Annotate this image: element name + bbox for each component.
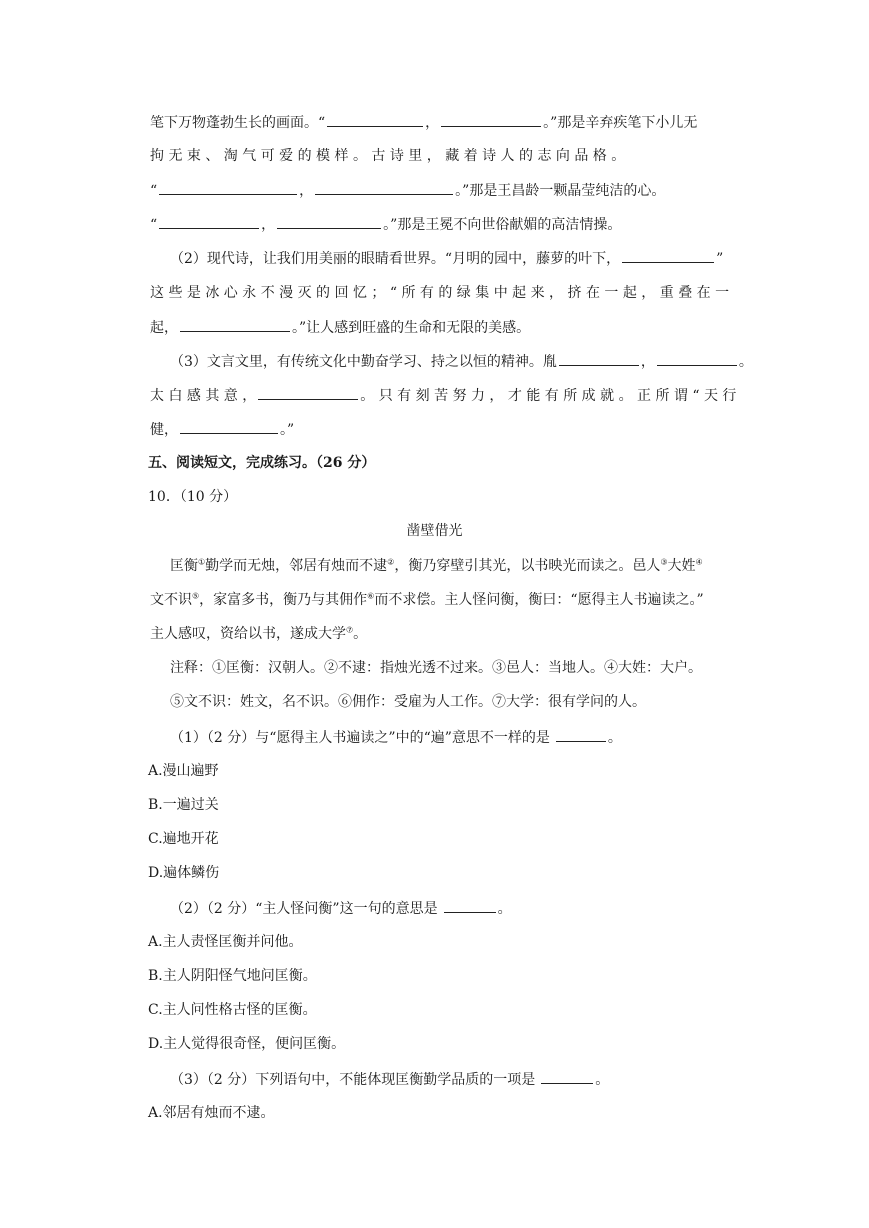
text: 。 <box>353 626 368 642</box>
option-a[interactable]: A.主人责怪匡衡并问他。 <box>148 934 303 950</box>
option-a[interactable]: A.邻居有烛而不逮。 <box>148 1105 275 1121</box>
option-c[interactable]: C.主人问性格古怪的匡衡。 <box>148 1002 317 1018</box>
text: （2）（2 分）“主人怪问衡”这一句的意思是 <box>170 901 438 917</box>
notes-line-2: ⑤文不识：姓文，名不识。⑥佣作：受雇为人工作。⑦大学：很有学问的人。 <box>170 694 646 710</box>
text: “ <box>150 183 158 199</box>
text: 。”那是辛弃疾笔下小儿无 <box>543 115 698 131</box>
text: 。 <box>738 354 753 370</box>
notes-line-1: 注释：①匡衡：汉朝人。②不逮：指烛光透不过来。③邑人：当地人。④大姓：大户。 <box>170 660 702 676</box>
text: ，家富多书，衡乃与其佣作 <box>199 592 368 608</box>
text: ，衡乃穿壁引其光，以书映光而读之。邑人 <box>394 558 661 574</box>
text: ” <box>716 251 724 267</box>
answer-blank[interactable] <box>559 351 639 366</box>
text: 勤学而无烛，邻居有烛而不逮 <box>205 558 388 574</box>
text: ， <box>425 115 440 131</box>
sub-question-2 <box>170 898 512 919</box>
footnote-marker: ② <box>387 557 395 567</box>
text: 健， <box>150 422 178 438</box>
answer-blank[interactable] <box>159 214 259 229</box>
text: “ <box>150 217 158 233</box>
answer-blank[interactable] <box>556 727 606 742</box>
q2-line-2 <box>150 283 729 303</box>
text: 。”那是王冕不向世俗献媚的高洁情操。 <box>383 217 622 233</box>
answer-blank[interactable] <box>180 317 290 332</box>
answer-blank[interactable] <box>441 112 541 127</box>
text: 起， <box>150 320 178 336</box>
text: 太 白 感 其 意 ， <box>150 388 257 404</box>
poem-line-3 <box>150 180 665 201</box>
option-b[interactable]: B.一遍过关 <box>148 797 219 813</box>
text: 而不求偿。主人怪问衡，衡曰：“愿得主人书遍读之。” <box>374 592 704 608</box>
q3-line-1 <box>170 351 753 372</box>
option-d[interactable]: D.遍体鳞伤 <box>148 865 220 881</box>
footnote-marker: ⑥ <box>367 591 375 601</box>
answer-blank[interactable] <box>315 180 453 195</box>
q2-line-1 <box>170 248 723 269</box>
text: （2）现代诗，让我们用美丽的眼睛看世界。“月明的园中，藤萝的叶下， <box>170 251 621 267</box>
answer-blank[interactable] <box>258 385 358 400</box>
text: （3）文言文里，有传统文化中勤奋学习、持之以恒的精神。胤 <box>170 354 557 370</box>
text: （1）（2 分）与“愿得主人书遍读之”中的“遍”意思不一样的是 <box>170 730 550 746</box>
option-d[interactable]: D.主人觉得很奇怪，便问匡衡。 <box>148 1036 346 1052</box>
q3-line-2 <box>150 385 736 406</box>
answer-blank[interactable] <box>159 180 297 195</box>
text: ， <box>299 183 314 199</box>
answer-blank[interactable] <box>622 248 714 263</box>
section-title: 五、阅读短文，完成练习。（26 分） <box>148 455 376 471</box>
option-c[interactable]: C.遍地开花 <box>148 831 219 847</box>
answer-blank[interactable] <box>327 112 423 127</box>
sub-question-1 <box>170 727 622 748</box>
text: 匡衡 <box>170 558 198 574</box>
q2-line-3 <box>150 317 530 338</box>
text: 。 <box>595 1072 610 1088</box>
text: 。 <box>497 901 512 917</box>
answer-blank[interactable] <box>657 351 737 366</box>
text: 。 <box>607 730 622 746</box>
text: 。” <box>280 422 295 438</box>
text: 大姓 <box>667 558 696 574</box>
footnote-marker: ③ <box>660 557 668 567</box>
passage-line-1 <box>170 556 703 576</box>
option-a[interactable]: A.漫山遍野 <box>148 763 219 779</box>
answer-blank[interactable] <box>277 214 381 229</box>
passage-line-3 <box>150 624 367 644</box>
text: 主人感叹，资给以书，遂成大学 <box>150 626 346 642</box>
footnote-marker: ① <box>198 557 206 567</box>
passage-title: 凿壁借光 <box>406 523 463 539</box>
text: ， <box>261 217 276 233</box>
question-number: 10．（10 分） <box>148 489 238 505</box>
option-b[interactable]: B.主人阴阳怪气地问匡衡。 <box>148 968 317 984</box>
footnote-marker: ⑤ <box>192 591 200 601</box>
poem-line-1 <box>150 112 697 133</box>
answer-blank[interactable] <box>180 419 278 434</box>
poem-line-2 <box>150 146 625 166</box>
text: 。 只 有 刻 苦 努 力 ， 才 能 有 所 成 就 。 正 所 谓 “ 天 行 <box>360 388 737 404</box>
passage-line-2 <box>150 590 704 610</box>
answer-blank[interactable] <box>541 1069 593 1084</box>
sub-question-3 <box>170 1069 609 1090</box>
text: 拘 无 束 、 淘 气 可 爱 的 模 样 。 古 诗 里 ， 藏 着 诗 人 的 志 向 品 格 。 <box>150 148 626 164</box>
text: （3）（2 分）下列语句中，不能体现匡衡勤学品质的一项是 <box>170 1072 536 1088</box>
footnote-marker: ⑦ <box>346 625 354 635</box>
q3-line-3 <box>150 419 294 440</box>
answer-blank[interactable] <box>444 898 496 913</box>
text: ， <box>640 354 655 370</box>
text: 。”让人感到旺盛的生命和无限的美感。 <box>292 320 531 336</box>
text: 笔下万物蓬勃生长的画面。“ <box>150 115 326 131</box>
text: 这 些 是 冰 心 永 不 漫 灭 的 回 忆 ； “ 所 有 的 绿 集 中 起 来 ， 挤 在 一 起 ， 重 叠 在 一 <box>150 285 730 301</box>
footnote-marker: ④ <box>695 557 703 567</box>
text: 。”那是王昌龄一颗晶莹纯洁的心。 <box>455 183 666 199</box>
poem-line-4 <box>150 214 621 235</box>
text: 文不识 <box>150 592 192 608</box>
